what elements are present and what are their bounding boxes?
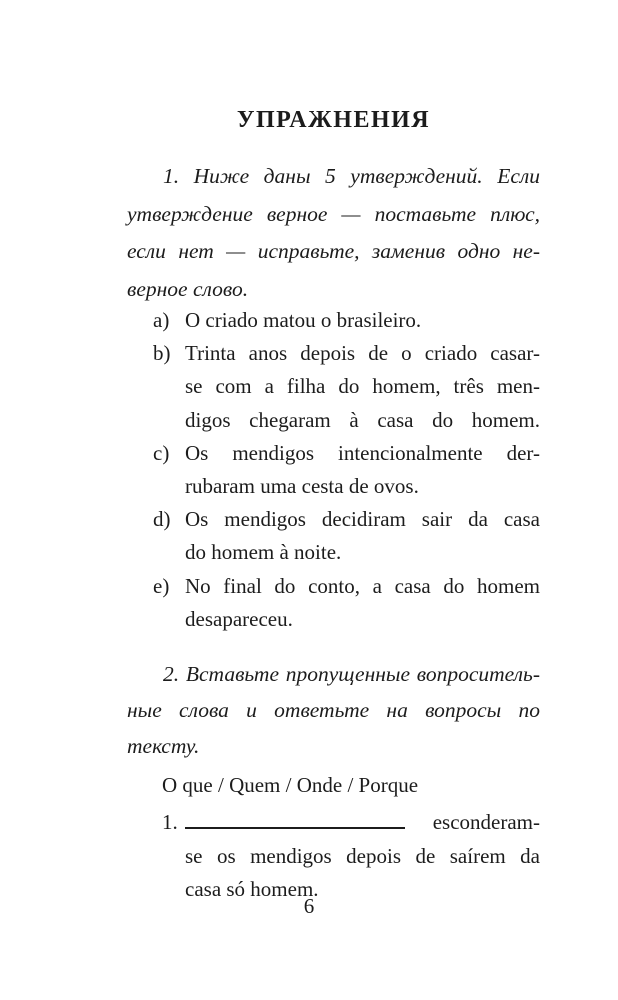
page-title: УПРАЖНЕНИЯ bbox=[236, 107, 431, 133]
list-item-b bbox=[127, 337, 540, 437]
instruction-line: 1. Ниже даны 5 утверждений. Если bbox=[163, 164, 540, 188]
item-line: O criado matou o brasileiro. bbox=[185, 308, 422, 332]
item-label: b) bbox=[153, 341, 171, 366]
item-line: rubaram uma cesta de ovos. bbox=[185, 474, 419, 499]
page-number: 6 bbox=[303, 894, 315, 918]
item-label: e) bbox=[153, 573, 170, 598]
instruction-line: если нет — исправьте, заменив одно не- bbox=[127, 239, 540, 263]
item-line: casa só homem. bbox=[185, 877, 319, 902]
exercise1-statements bbox=[127, 304, 540, 636]
item-label: a) bbox=[153, 308, 170, 332]
fill-in-blank bbox=[185, 815, 405, 829]
item-line: Os mendigos decidiram sair da casa bbox=[185, 507, 540, 532]
list-item-d bbox=[127, 503, 540, 569]
word-bank: O que / Quem / Onde / Porque bbox=[162, 773, 419, 798]
instruction-line: ные слова и ответьте на вопросы по тексту. bbox=[127, 698, 540, 759]
instruction-line: утверждение верное — поставьте плюс, bbox=[127, 201, 540, 226]
exercise2-instruction bbox=[127, 656, 540, 764]
item-line: desapareceu. bbox=[185, 606, 293, 631]
item-line: digos chegaram à casa do homem. bbox=[185, 407, 540, 432]
item-line: Os mendigos intencionalmente der- bbox=[185, 440, 540, 465]
item-label: 1. bbox=[162, 810, 178, 835]
item-line: Trinta anos depois de o criado casar- bbox=[185, 341, 540, 366]
exercise2-item-1 bbox=[127, 806, 540, 907]
instruction-line: верное слово. bbox=[127, 276, 249, 301]
list-item-a bbox=[127, 304, 540, 337]
list-item-c bbox=[127, 437, 540, 503]
item-line: se com a filha do homem, três men- bbox=[185, 374, 540, 399]
exercise1-instruction bbox=[127, 158, 540, 308]
item-line: se os mendigos depois de saírem da bbox=[185, 843, 540, 868]
item-line: do homem à noite. bbox=[185, 540, 342, 565]
item-label: d) bbox=[153, 507, 171, 532]
instruction-line: 2. Вставьте пропущенные вопроситель- bbox=[163, 662, 540, 687]
item-label: c) bbox=[153, 440, 170, 465]
list-item-e bbox=[127, 570, 540, 636]
text-column bbox=[127, 0, 540, 907]
item-line: No final do conto, a casa do homem bbox=[185, 573, 540, 598]
item-line-tail: esconderam- bbox=[432, 810, 540, 835]
item-line-with-blank bbox=[185, 806, 540, 840]
